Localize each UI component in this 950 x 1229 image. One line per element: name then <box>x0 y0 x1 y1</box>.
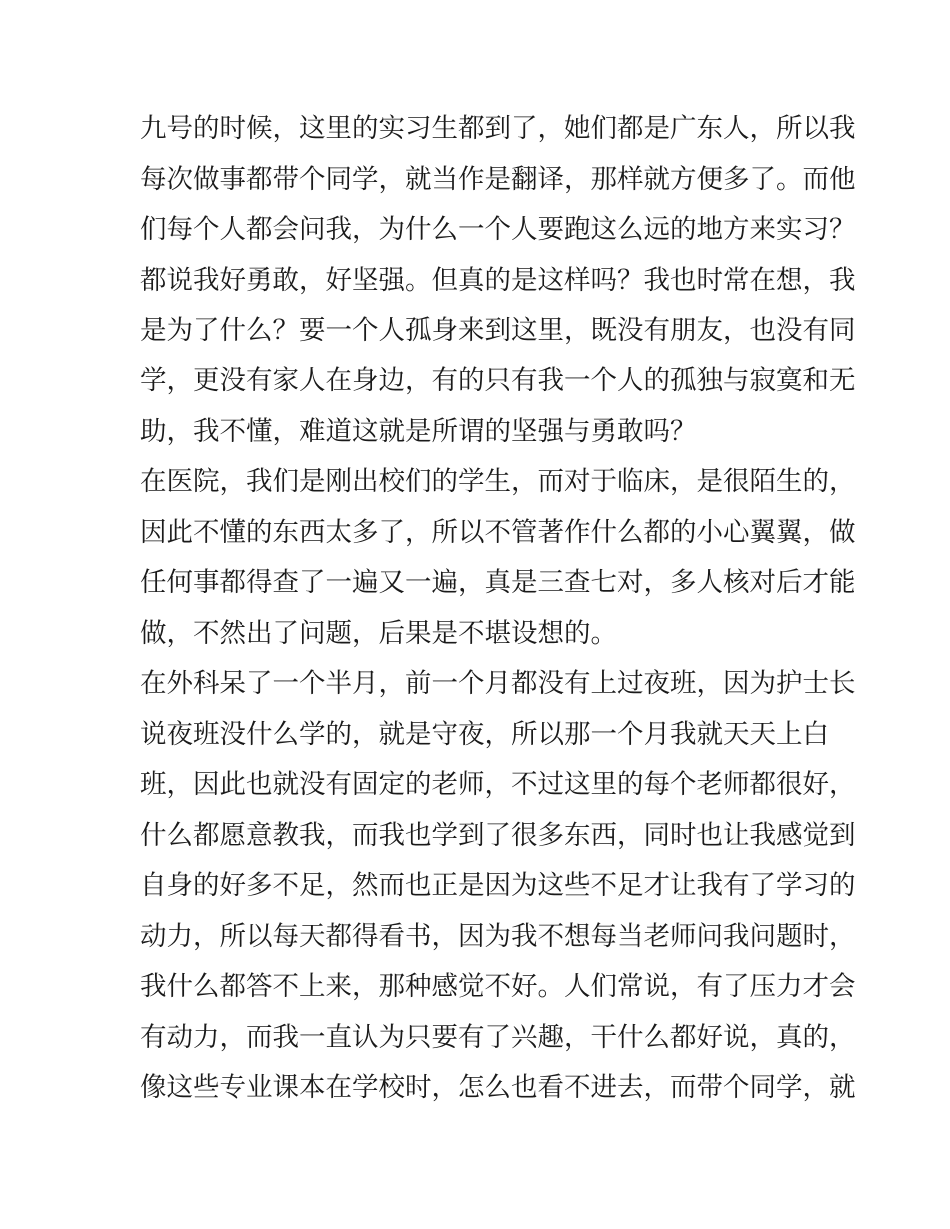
text-line: 任何事都得查了一遍又一遍，真是三查七对，多人核对后才能 <box>140 567 856 598</box>
text-line: 在外科呆了一个半月，前一个月都没有上过夜班，因为护士长 <box>140 668 856 699</box>
text-line: 每次做事都带个同学，就当作是翻译，那样就方便多了。而他 <box>140 164 856 195</box>
text-line: 学，更没有家人在身边，有的只有我一个人的孤独与寂寞和无 <box>140 365 856 396</box>
text-line: 做，不然出了问题，后果是不堪设想的。 <box>140 618 617 649</box>
text-line: 我什么都答不上来，那种感觉不好。人们常说，有了压力才会 <box>140 971 856 1002</box>
text-line: 是为了什么？要一个人孤身来到这里，既没有朋友，也没有同 <box>140 315 856 346</box>
text-line: 自身的好多不足，然而也正是因为这些不足才让我有了学习的 <box>140 870 856 901</box>
text-line: 在医院，我们是刚出校们的学生，而对于临床，是很陌生的， <box>140 466 856 497</box>
text-line: 有动力，而我一直认为只要有了兴趣，干什么都好说，真的， <box>140 1022 856 1053</box>
text-line: 像这些专业课本在学校时，怎么也看不进去，而带个同学，就 <box>140 1072 856 1103</box>
text-line: 动力，所以每天都得看书，因为我不想每当老师问我问题时， <box>140 921 856 952</box>
text-line: 什么都愿意教我，而我也学到了很多东西，同时也让我感觉到 <box>140 820 856 851</box>
text-line: 说夜班没什么学的，就是守夜，所以那一个月我就天天上白 <box>140 719 829 750</box>
text-line: 都说我好勇敢，好坚强。但真的是这样吗？我也时常在想，我 <box>140 265 856 296</box>
text-line: 助，我不懂，难道这就是所谓的坚强与勇敢吗？ <box>140 416 697 447</box>
text-line: 因此不懂的东西太多了，所以不管著作什么都的小心翼翼，做 <box>140 517 856 548</box>
text-line: 班，因此也就没有固定的老师，不过这里的每个老师都很好， <box>140 769 856 800</box>
text-line: 九号的时候，这里的实习生都到了，她们都是广东人，所以我 <box>140 113 856 144</box>
text-line: 们每个人都会问我，为什么一个人要跑这么远的地方来实习？ <box>140 214 856 245</box>
